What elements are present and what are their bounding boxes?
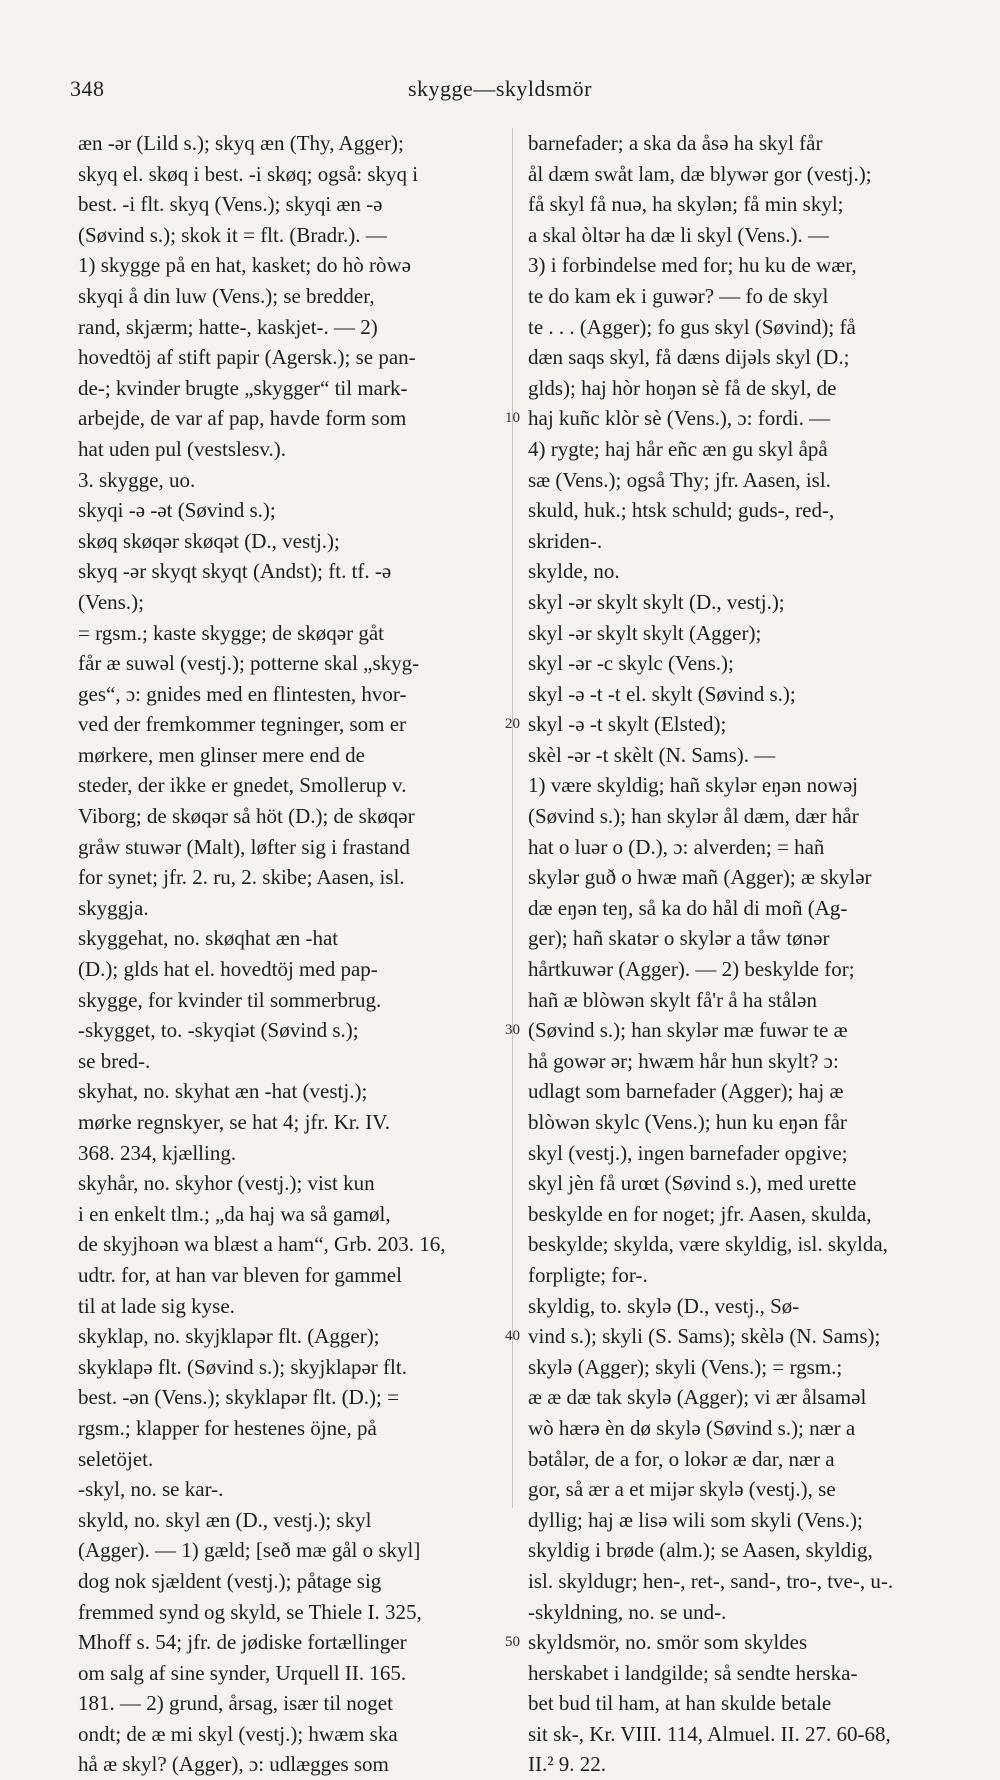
- line-number: 30: [505, 1022, 520, 1039]
- left-column-line: (Agger). — 1) gæld; [seð mæ gål o skyl]: [78, 1538, 421, 1563]
- line-number: 10: [505, 410, 520, 427]
- left-column-line: de-; kvinder brugte „skygger“ til mark-: [78, 375, 408, 400]
- left-column-line: seletöjet.: [78, 1446, 154, 1471]
- left-column-line: 368. 234, kjælling.: [78, 1140, 237, 1165]
- right-column-line: isl. skyldugr; hen-, ret-, sand-, tro-, tve-, u-.: [528, 1568, 894, 1593]
- right-column-line: skyldig, to. skylə (D., vestj., Sø-: [528, 1293, 800, 1318]
- line-number: 20: [505, 716, 520, 733]
- right-column-line: te . . . (Agger); fo gus skyl (Søvind); få: [528, 314, 856, 339]
- right-column-line: sit sk-, Kr. VIII. 114, Almuel. II. 27. 60-68,: [528, 1721, 891, 1746]
- left-column-line: skyqi å din luw (Vens.); se bredder,: [78, 283, 375, 308]
- right-column-line: -skyldning, no. se und-.: [528, 1599, 727, 1624]
- right-column-line: skylə (Agger); skyli (Vens.); = rgsm.;: [528, 1354, 843, 1379]
- right-column-line: bətålər, de a for, o lokər æ dar, nær a: [528, 1446, 835, 1471]
- left-column-line: ved der fremkommer tegninger, som er: [78, 712, 407, 737]
- right-column-line: (Søvind s.); han skylər ål dæm, dær hår: [528, 804, 859, 829]
- left-column-line: får æ suwəl (vestj.); potterne skal „skyg-: [78, 651, 420, 676]
- right-column-line: skyl (vestj.), ingen barnefader opgive;: [528, 1140, 848, 1165]
- right-column-line: gor, så ær a et mijər skylə (vestj.), se: [528, 1477, 836, 1502]
- left-column-line: om salg af sine synder, Urquell II. 165.: [78, 1660, 407, 1685]
- left-column-line: for synet; jfr. 2. ru, 2. skibe; Aasen, isl.: [78, 865, 405, 890]
- right-column-line: skyl -ər skylt skylt (D., vestj.);: [528, 589, 785, 614]
- left-column-line: 3. skygge, uo.: [78, 467, 196, 492]
- right-column-line: skyl -ə -t -t el. skylt (Søvind s.);: [528, 681, 796, 706]
- left-column-line: dog nok sjældent (vestj.); påtage sig: [78, 1568, 382, 1593]
- right-column-line: hårtkuwər (Agger). — 2) beskylde for;: [528, 957, 855, 982]
- line-number: 50: [505, 1634, 520, 1651]
- right-column-line: vind s.); skyli (S. Sams); skèlə (N. Sams);: [528, 1324, 881, 1349]
- left-column: [78, 128, 508, 1780]
- left-column-line: til at lade sig kyse.: [78, 1293, 235, 1318]
- running-head: skygge—skyldsmör: [408, 76, 592, 101]
- left-column-line: gråw stuwər (Malt), løfter sig i frastand: [78, 834, 410, 859]
- right-column-line: æ æ dæ tak skylə (Agger); vi ær ålsaməl: [528, 1385, 867, 1410]
- left-column-line: -skyl, no. se kar-.: [78, 1477, 224, 1502]
- left-column-line: = rgsm.; kaste skygge; de skøqər gåt: [78, 620, 384, 645]
- right-column-line: skyldsmör, no. smör som skyldes: [528, 1630, 808, 1655]
- left-column-line: (Vens.);: [78, 589, 144, 614]
- right-column-line: skèl -ər -t skèlt (N. Sams). —: [528, 742, 776, 767]
- page-number: 348: [70, 76, 105, 101]
- right-column-line: II.² 9. 22.: [528, 1752, 607, 1777]
- right-column-line: blòwən skylc (Vens.); hun ku eŋən får: [528, 1110, 847, 1134]
- left-column-line: mørke regnskyer, se hat 4; jfr. Kr. IV.: [78, 1110, 390, 1134]
- left-column-line: (D.); glds hat el. hovedtöj med pap-: [78, 957, 378, 982]
- right-column-line: bet bud til ham, at han skulde betale: [528, 1691, 832, 1716]
- left-column-line: mørkere, men glinser mere end de: [78, 742, 365, 767]
- left-column-line: hat uden pul (vestslesv.).: [78, 436, 287, 461]
- left-column-line: skyq -ər skyqt skyqt (Andst); ft. tf. -ə: [78, 559, 392, 584]
- left-column-line: steder, der ikke er gnedet, Smollerup v.: [78, 773, 407, 798]
- left-column-line: ges“, ɔ: gnides med en flintesten, hvor-: [78, 681, 407, 706]
- right-column-line: skyl jèn få urœt (Søvind s.), med urette: [528, 1171, 857, 1196]
- left-column-line: Viborg; de skøqər så höt (D.); de skøqər: [78, 804, 415, 829]
- right-column-line: ger); hañ skatər o skylər a tåw tønər: [528, 926, 830, 951]
- left-column-line: arbejde, de var af pap, havde form som: [78, 406, 407, 431]
- left-column-line: 1) skygge på en hat, kasket; do hò ròwə: [78, 253, 411, 278]
- right-column-line: dyllig; haj æ lisə wili som skyli (Vens.);: [528, 1507, 863, 1532]
- right-column-line: (Søvind s.); han skylər mæ fuwər te æ: [528, 1018, 848, 1043]
- left-column-line: de skyjhoən wa blæst a ham“, Grb. 203. 16,: [78, 1232, 446, 1257]
- right-column-line: ål dæm swåt lam, dæ blywər gor (vestj.);: [528, 161, 872, 186]
- right-column-line: dæn saqs skyl, få dæns dijəls skyl (D.;: [528, 345, 850, 370]
- right-column-line: skyl -ər -c skylc (Vens.);: [528, 651, 734, 676]
- right-column-line: wò hærə èn dø skylə (Søvind s.); nær a: [528, 1415, 856, 1440]
- left-column-line: skyqi -ə -ət (Søvind s.);: [78, 498, 276, 523]
- right-column-line: skyl -ər skylt skylt (Agger);: [528, 620, 762, 645]
- left-column-line: 181. — 2) grund, årsag, især til noget: [78, 1691, 393, 1716]
- line-number: 40: [505, 1328, 520, 1345]
- left-column-line: udtr. for, at han var bleven for gammel: [78, 1262, 402, 1287]
- right-column-line: skyldig i brøde (alm.); se Aasen, skyldig,: [528, 1538, 873, 1563]
- right-column-line: haj kuñc klòr sè (Vens.), ɔ: fordi. —: [528, 406, 831, 431]
- left-column-line: skyhår, no. skyhor (vestj.); vist kun: [78, 1171, 375, 1196]
- column-divider: [512, 128, 513, 1508]
- right-column-line: få skyl få nuə, ha skylən; få min skyl;: [528, 192, 844, 217]
- right-column-line: 4) rygte; haj hår eñc æn gu skyl åpå: [528, 436, 828, 461]
- right-column-line: a skal òltər ha dæ li skyl (Vens.). —: [528, 222, 829, 247]
- right-column-line: barnefader; a ska da åsə ha skyl får: [528, 131, 823, 155]
- left-column-line: best. -i flt. skyq (Vens.); skyqi æn -ə: [78, 192, 383, 217]
- right-column-line: 1) være skyldig; hañ skylər eŋən nowəj: [528, 773, 858, 798]
- left-column-line: fremmed synd og skyld, se Thiele I. 325,: [78, 1599, 422, 1624]
- right-column-line: herskabet i landgilde; så sendte herska-: [528, 1660, 858, 1685]
- right-column-line: hå gowər ər; hwæm hår hun skylt? ɔ:: [528, 1048, 839, 1073]
- right-column-line: hat o luər o (D.), ɔ: alverden; = hañ: [528, 834, 825, 859]
- left-column-line: skyklapə flt. (Søvind s.); skyjklapər flt.: [78, 1354, 407, 1379]
- right-column-line: forpligte; for-.: [528, 1262, 648, 1287]
- right-column-line: skylde, no.: [528, 559, 620, 584]
- right-column-line: glds); haj hòr hoŋən sè få de skyl, de: [528, 375, 837, 400]
- page-header: [0, 0, 1000, 120]
- right-column-line: hañ æ blòwən skylt få'r å ha stålən: [528, 987, 817, 1012]
- left-column-line: (Søvind s.); skok it = flt. (Bradr.). —: [78, 222, 387, 247]
- left-column-line: rgsm.; klapper for hestenes öjne, på: [78, 1415, 377, 1440]
- left-column-line: skøq skøqər skøqət (D., vestj.);: [78, 528, 340, 553]
- left-column-line: hovedtöj af stift papir (Agersk.); se pan-: [78, 345, 416, 370]
- left-column-line: rand, skjærm; hatte-, kaskjet-. — 2): [78, 314, 378, 339]
- left-column-line: æn -ər (Lild s.); skyq æn (Thy, Agger);: [78, 131, 404, 155]
- right-column-line: dæ eŋən teŋ, så ka do hål di moñ (Ag-: [528, 895, 848, 920]
- left-column-line: hå æ skyl? (Agger), ɔ: udlægges som: [78, 1752, 389, 1777]
- right-column-line: beskylde; skylda, være skyldig, isl. skylda,: [528, 1232, 888, 1257]
- right-column: [528, 128, 958, 1780]
- left-column-line: skyhat, no. skyhat æn -hat (vestj.);: [78, 1079, 368, 1104]
- right-column-line: te do kam ek i guwər? — fo de skyl: [528, 283, 829, 308]
- left-column-line: skyggja.: [78, 895, 149, 920]
- right-column-line: skriden-.: [528, 528, 603, 553]
- left-column-line: skyq el. skøq i best. -i skøq; også: skyq i: [78, 161, 419, 186]
- left-column-line: i en enkelt tlm.; „da haj wa så gamøl,: [78, 1201, 391, 1226]
- left-column-line: best. -ən (Vens.); skyklapər flt. (D.); =: [78, 1385, 399, 1410]
- left-column-line: ondt; de æ mi skyl (vestj.); hwæm ska: [78, 1721, 398, 1746]
- left-column-line: se bred-.: [78, 1048, 151, 1073]
- right-column-line: skyl -ə -t skylt (Elsted);: [528, 712, 727, 737]
- left-column-line: skyggehat, no. skøqhat æn -hat: [78, 926, 339, 951]
- right-column-line: 3) i forbindelse med for; hu ku de wær,: [528, 253, 857, 278]
- right-column-line: udlagt som barnefader (Agger); haj æ: [528, 1079, 844, 1104]
- left-column-line: -skygget, to. -skyqiət (Søvind s.);: [78, 1018, 359, 1043]
- left-column-line: skygge, for kvinder til sommerbrug.: [78, 987, 382, 1012]
- right-column-line: beskylde en for noget; jfr. Aasen, skulda,: [528, 1201, 872, 1226]
- right-column-line: sæ (Vens.); også Thy; jfr. Aasen, isl.: [528, 467, 831, 492]
- left-column-line: skyld, no. skyl æn (D., vestj.); skyl: [78, 1507, 372, 1532]
- right-column-line: skuld, huk.; htsk schuld; guds-, red-,: [528, 498, 835, 523]
- right-column-line: skylər guð o hwæ mañ (Agger); æ skylər: [528, 865, 872, 890]
- left-column-line: skyklap, no. skyjklapər flt. (Agger);: [78, 1324, 380, 1349]
- left-column-line: Mhoff s. 54; jfr. de jødiske fortællinger: [78, 1630, 407, 1655]
